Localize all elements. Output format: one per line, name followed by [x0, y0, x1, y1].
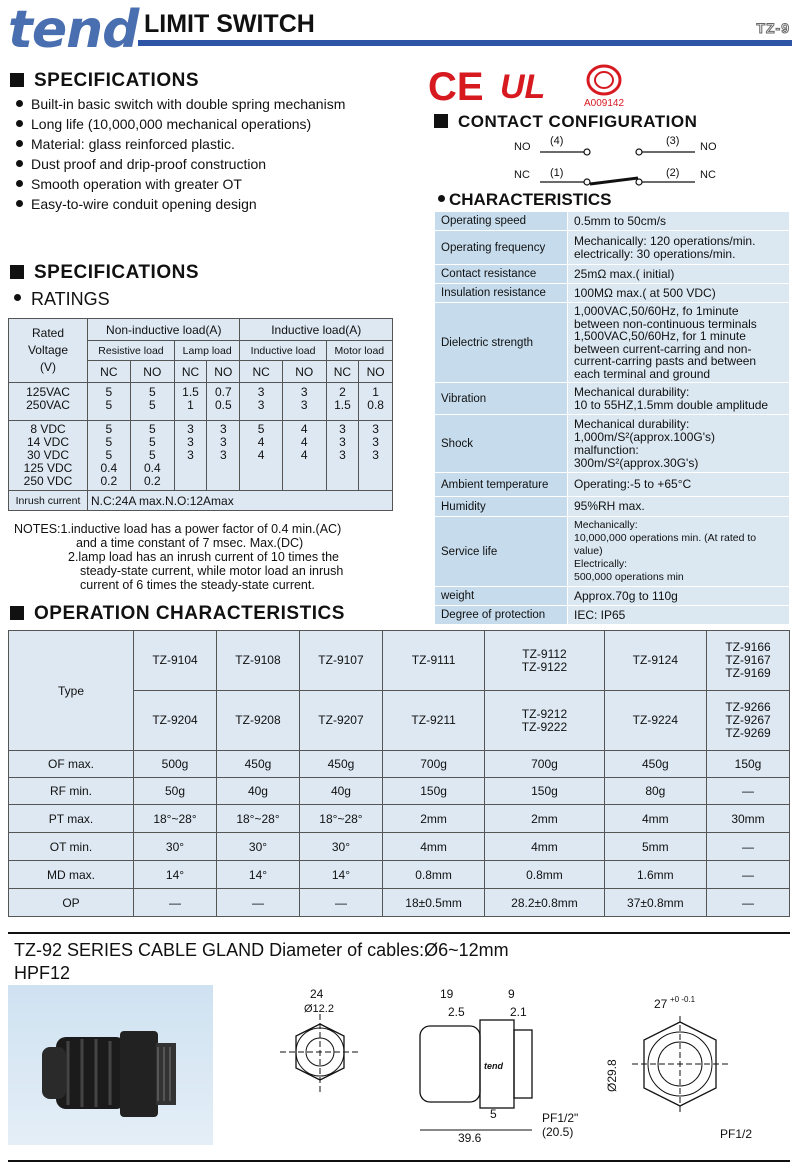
front-view-drawing	[280, 987, 360, 1092]
nc-header: NC	[240, 361, 282, 383]
char-value: 25mΩ max.( initial)	[568, 265, 790, 284]
end-view-drawing	[605, 995, 752, 1141]
op-label: OF max.	[9, 751, 134, 778]
inrush-value: N.C:24A max.N.O:12Amax	[88, 491, 393, 511]
type-cell: TZ-9266 TZ-9267 TZ-9269	[706, 691, 789, 751]
inrush-label: Inrush current	[9, 491, 88, 511]
cable-gland-drawings	[270, 982, 790, 1158]
no-header: NO	[130, 361, 174, 383]
nc-label-left: NC	[514, 169, 530, 181]
thread-spec: PF1/2"	[542, 1111, 579, 1125]
cable-gland-model: HPF12	[14, 963, 71, 983]
dim-29-8: Ø29.8	[605, 1059, 619, 1092]
rating-cell: 4 4 4	[282, 421, 326, 491]
square-bullet-icon	[10, 265, 24, 279]
bullet-icon	[16, 100, 23, 107]
ul-mark-icon: UL	[500, 68, 546, 106]
dim-27: 27	[654, 997, 668, 1011]
square-bullet-icon	[10, 73, 24, 87]
dim-24: 24	[310, 987, 324, 1001]
rating-cell: 3 3 3	[359, 421, 393, 491]
type-cell: TZ-9107	[299, 631, 382, 691]
ratings-table	[8, 318, 393, 511]
side-view-drawing	[420, 987, 578, 1145]
op-row: OF max. 500g 450g 450g 700g 700g 450g 150g	[9, 751, 790, 778]
char-label: Ambient temperature	[435, 473, 568, 497]
terminal-3-label: (3)	[666, 135, 680, 147]
char-row	[435, 587, 790, 606]
note-line: steady-state current, while motor load an inrush	[80, 564, 344, 578]
specifications-heading: SPECIFICATIONS	[10, 70, 199, 92]
type-cell: TZ-9112 TZ-9122	[485, 631, 604, 691]
char-row	[435, 303, 790, 383]
brand-logo: tend	[8, 0, 139, 60]
char-label: Contact resistance	[435, 265, 568, 284]
tolerance: +0 -0.1	[670, 995, 696, 1004]
type-cell: TZ-9104	[134, 631, 217, 691]
spec-item: Long life (10,000,000 mechanical operations)	[16, 114, 345, 134]
dim-20-5: (20.5)	[542, 1125, 574, 1139]
char-value: Approx.70g to 110g	[568, 587, 790, 606]
char-value: Mechanical durability: 10 to 55HZ,1.5mm double amplitude	[568, 383, 790, 415]
specifications-heading-2: SPECIFICATIONS	[10, 262, 199, 284]
contact-configuration-heading: CONTACT CONFIGURATION	[434, 112, 697, 132]
rating-cell: 1.5 1	[174, 383, 206, 421]
dim-39-6: 39.6	[458, 1131, 482, 1145]
rating-cell: 2 1.5	[326, 383, 359, 421]
operation-characteristics-heading: OPERATION CHARACTERISTICS	[10, 603, 345, 625]
op-row: OT min. 30° 30° 30° 4mm 4mm 5mm —	[9, 833, 790, 861]
type-cell: TZ-9108	[216, 631, 299, 691]
cable-gland-photo	[8, 985, 213, 1145]
ccc-code: A009142	[584, 98, 625, 109]
note-line: current of 6 times the steady-state current.	[80, 578, 315, 592]
inrush-row	[9, 491, 393, 511]
square-bullet-icon	[10, 606, 24, 620]
bullet-icon	[16, 160, 23, 167]
ac-rating-row	[9, 383, 393, 421]
op-label: PT max.	[9, 805, 134, 833]
spec-item: Material: glass reinforced plastic.	[16, 134, 345, 154]
rating-cell: 5 5	[88, 383, 131, 421]
voltage-cell: 8 VDC 14 VDC 30 VDC 125 VDC 250 VDC	[9, 421, 88, 491]
resistive-load-header: Resistive load	[88, 341, 175, 361]
char-value: Mechanical durability: 1,000m/S²(approx.100G's) malfunction: 300m/S²(approx.30G's)	[568, 415, 790, 473]
op-label: OP	[9, 889, 134, 917]
terminal-1-label: (1)	[550, 167, 564, 179]
terminal-2-label: (2)	[666, 167, 680, 179]
op-label: RF min.	[9, 778, 134, 805]
characteristics-table	[434, 211, 790, 625]
dim-19: 19	[440, 987, 454, 1001]
notes	[14, 522, 343, 592]
section-rule	[8, 932, 790, 934]
dim-9: 9	[508, 987, 515, 1001]
type-cell: TZ-9208	[216, 691, 299, 751]
nc-header: NC	[174, 361, 206, 383]
type-cell: TZ-9211	[382, 691, 484, 751]
char-row	[435, 284, 790, 303]
char-row	[435, 517, 790, 587]
nc-label-right: NC	[700, 169, 716, 181]
bullet-icon	[16, 200, 23, 207]
no-header: NO	[359, 361, 393, 383]
bullet-icon	[16, 120, 23, 127]
char-row	[435, 212, 790, 231]
inductive-header: Inductive load(A)	[240, 319, 393, 341]
type-cell: TZ-9124	[604, 631, 706, 691]
type-cell: TZ-9166 TZ-9167 TZ-9169	[706, 631, 789, 691]
model-badge: TZ-9	[756, 20, 790, 36]
dim-5: 5	[490, 1107, 497, 1121]
type-cell: TZ-9224	[604, 691, 706, 751]
inductive-load-header: Inductive load	[240, 341, 326, 361]
char-label: Insulation resistance	[435, 284, 568, 303]
characteristics-heading: CHARACTERISTICS	[438, 190, 611, 210]
rating-cell: 3 3 3	[207, 421, 240, 491]
voltage-cell: 125VAC 250VAC	[9, 383, 88, 421]
dim-inner-diameter: Ø12.2	[304, 1003, 334, 1015]
dc-rating-row	[9, 421, 393, 491]
char-row	[435, 415, 790, 473]
char-label: Degree of protection	[435, 606, 568, 625]
bullet-icon	[438, 195, 445, 202]
bullet-icon	[16, 180, 23, 187]
char-row	[435, 231, 790, 265]
footer-rule	[8, 1160, 790, 1162]
no-header: NO	[282, 361, 326, 383]
char-value: Mechanically: 120 operations/min. electrically: 30 operations/min.	[568, 231, 790, 265]
op-row: PT max. 18°~28° 18°~28° 18°~28° 2mm 2mm 4mm 30mm	[9, 805, 790, 833]
spec-item: Easy-to-wire conduit opening design	[16, 194, 345, 214]
char-label: Humidity	[435, 497, 568, 517]
operation-table	[8, 630, 790, 917]
char-row	[435, 473, 790, 497]
cable-gland-title: TZ-92 SERIES CABLE GLAND Diameter of cables:Ø6~12mm	[14, 940, 509, 960]
char-label: Operating frequency	[435, 231, 568, 265]
rating-cell: 5 5 5 0.4 0.2	[130, 421, 174, 491]
rating-cell: 3 3 3	[174, 421, 206, 491]
type-cell: TZ-9204	[134, 691, 217, 751]
terminal-4-label: (4)	[550, 135, 564, 147]
cable-gland-image-icon	[8, 985, 213, 1145]
rating-cell: 0.7 0.5	[207, 383, 240, 421]
char-label: Vibration	[435, 383, 568, 415]
char-value: 0.5mm to 50cm/s	[568, 212, 790, 231]
char-label: Service life	[435, 517, 568, 587]
rating-cell: 3 3 3	[326, 421, 359, 491]
rating-cell: 5 5	[130, 383, 174, 421]
rated-voltage-header: Rated Voltage (V)	[9, 319, 88, 383]
note-line: NOTES:1.inductive load has a power factor of 0.4 min.(AC)	[14, 522, 342, 536]
rating-cell: 5 5 5 0.4 0.2	[88, 421, 131, 491]
ratings-heading: RATINGS	[14, 289, 110, 310]
ce-mark-icon: CE	[428, 65, 484, 109]
header-rule	[138, 40, 792, 46]
rating-cell: 5 4 4	[240, 421, 282, 491]
motor-load-header: Motor load	[326, 341, 392, 361]
lamp-load-header: Lamp load	[174, 341, 240, 361]
char-row	[435, 265, 790, 284]
op-row: RF min. 50g 40g 40g 150g 150g 80g —	[9, 778, 790, 805]
char-row	[435, 606, 790, 625]
rating-cell: 3 3	[240, 383, 282, 421]
type-row-1	[9, 631, 790, 691]
char-value: 95%RH max.	[568, 497, 790, 517]
char-value: IEC: IP65	[568, 606, 790, 625]
nc-header: NC	[88, 361, 131, 383]
dim-2-1: 2.1	[510, 1005, 527, 1019]
rating-cell: 1 0.8	[359, 383, 393, 421]
contact-diagram	[510, 134, 730, 194]
specifications-list	[16, 94, 345, 214]
bullet-icon	[14, 294, 21, 301]
document-title: LIMIT SWITCH	[144, 10, 315, 38]
non-inductive-header: Non-inductive load(A)	[88, 319, 240, 341]
char-value: 100MΩ max.( at 500 VDC)	[568, 284, 790, 303]
nc-header: NC	[326, 361, 359, 383]
brand-marking: tend	[484, 1061, 503, 1071]
rating-cell: 3 3	[282, 383, 326, 421]
char-label: Dielectric strength	[435, 303, 568, 383]
char-value: 1,000VAC,50/60Hz, fo 1minute between non-continuous terminals 1,500VAC,50/60Hz, for 1 minute between current-carring and non- current-carring pasts and between each terminal and ground	[568, 303, 790, 383]
char-label: Operating speed	[435, 212, 568, 231]
char-value: Operating:-5 to +65°C	[568, 473, 790, 497]
type-cell: TZ-9212 TZ-9222	[485, 691, 604, 751]
no-label-left: NO	[514, 141, 531, 153]
square-bullet-icon	[434, 114, 448, 128]
no-header: NO	[207, 361, 240, 383]
spec-item: Built-in basic switch with double spring mechanism	[16, 94, 345, 114]
op-label: MD max.	[9, 861, 134, 889]
type-cell: TZ-9207	[299, 691, 382, 751]
spec-item: Smooth operation with greater OT	[16, 174, 345, 194]
thread-spec-end: PF1/2	[720, 1127, 753, 1141]
char-row	[435, 497, 790, 517]
note-line: 2.lamp load has an inrush current of 10 times the	[68, 550, 339, 564]
op-label: OT min.	[9, 833, 134, 861]
spec-item: Dust proof and drip-proof construction	[16, 154, 345, 174]
char-label: Shock	[435, 415, 568, 473]
op-row: OP — — — 18±0.5mm 28.2±0.8mm 37±0.8mm —	[9, 889, 790, 917]
char-row	[435, 383, 790, 415]
type-header: Type	[9, 631, 134, 751]
no-label-right: NO	[700, 141, 717, 153]
type-cell: TZ-9111	[382, 631, 484, 691]
note-line: and a time constant of 7 msec. Max.(DC)	[76, 536, 304, 550]
op-row: MD max. 14° 14° 14° 0.8mm 0.8mm 1.6mm —	[9, 861, 790, 889]
char-label: weight	[435, 587, 568, 606]
ccc-mark-icon	[588, 66, 620, 94]
char-value: Mechanically: 10,000,000 operations min. (At rated to value) Electrically: 500,000 operations min	[568, 517, 790, 587]
certification-marks	[428, 62, 648, 110]
dim-2-5: 2.5	[448, 1005, 465, 1019]
bullet-icon	[16, 140, 23, 147]
